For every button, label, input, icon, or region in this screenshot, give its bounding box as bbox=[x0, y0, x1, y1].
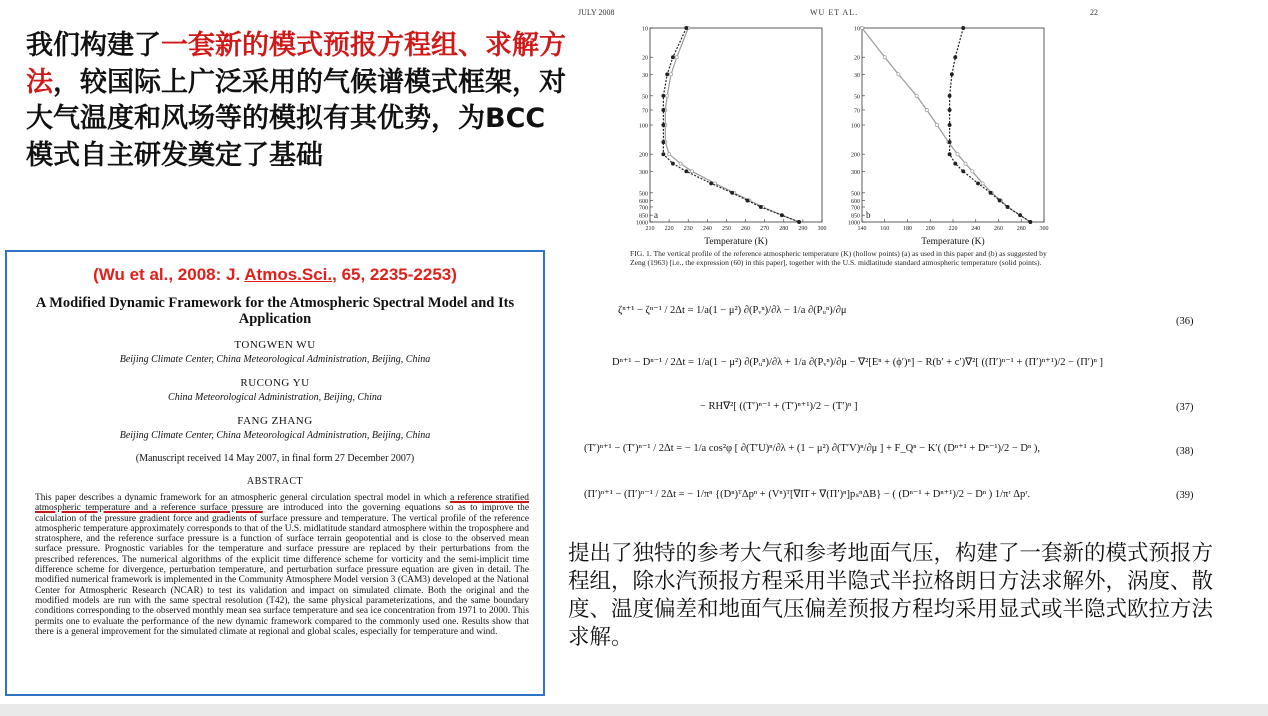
citation-journal: Atmos.Sci. bbox=[244, 265, 333, 284]
header-page-number: 22 bbox=[1090, 8, 1098, 17]
reference-point bbox=[883, 56, 886, 59]
reference-point bbox=[915, 94, 918, 97]
reference-point bbox=[935, 123, 938, 126]
standard-point bbox=[780, 214, 783, 217]
bottom-bar bbox=[0, 704, 1268, 716]
abstract-intro: This paper describes a dynamic framework for an atmospheric general circulation spectral model in which bbox=[35, 493, 447, 503]
y-tick-label: 20 bbox=[854, 55, 860, 62]
citation-suffix: , 65, 2235-2253) bbox=[332, 265, 457, 284]
headline bbox=[26, 28, 566, 174]
standard-point bbox=[954, 56, 957, 59]
abstract-text bbox=[35, 493, 529, 637]
x-tick-label: 300 bbox=[1039, 226, 1049, 232]
x-tick-label: 210 bbox=[645, 226, 655, 232]
equation-39: (Π′)ⁿ⁺¹ − (Π′)ⁿ⁻¹ / 2Δt = − 1/πⁿ {(Dⁿ)ᵀΔpⁿ + (Vⁿ)ᵀ[∇Π̄ + ∇(Π′)ⁿ]pₛⁿΔB} − ( (Dⁿ⁻¹ + Dⁿ⁺¹)/2 − Dⁿ ) 1/πʳ Δpʳ. bbox=[584, 489, 1031, 500]
panel-letter: b bbox=[866, 210, 871, 220]
author-name: TONGWEN WU bbox=[234, 339, 316, 351]
citation-prefix: (Wu et al., 2008: J. bbox=[93, 265, 245, 284]
standard-point bbox=[948, 123, 951, 126]
standard-point bbox=[948, 94, 951, 97]
equation-number: (38) bbox=[1176, 446, 1194, 457]
y-tick-label: 30 bbox=[854, 72, 860, 79]
headline-part1: 我们构建了 bbox=[26, 30, 161, 61]
equation-37: Dⁿ⁺¹ − Dⁿ⁻¹ / 2Δt = 1/a(1 − μ²) ∂(Pᵤⁿ)/∂λ + 1/a ∂(Pᵥⁿ)/∂μ − ∇²[Eⁿ + (ϕ′)ⁿ] − R(b′ + c′)∇²[ ((Π′)ⁿ⁻¹ + (Π′)ⁿ⁺¹)/2 − (Π′)ⁿ ] bbox=[612, 357, 1104, 368]
x-tick-label: 280 bbox=[779, 226, 789, 232]
y-tick-label: 50 bbox=[642, 94, 648, 101]
headline-highlight-2: 求解方法 bbox=[26, 30, 566, 98]
x-axis-label: Temperature (K) bbox=[704, 237, 768, 247]
x-tick-label: 280 bbox=[1016, 226, 1026, 232]
reference-point bbox=[956, 153, 959, 156]
reference-point bbox=[964, 162, 967, 165]
x-tick-label: 230 bbox=[683, 226, 693, 232]
y-tick-label: 10 bbox=[854, 26, 860, 33]
manuscript-dates: (Manuscript received 14 May 2007, in final form 27 December 2007) bbox=[135, 453, 415, 464]
reference-point bbox=[666, 94, 669, 97]
x-tick-label: 260 bbox=[994, 226, 1003, 232]
abstract-rest: are introduced into the governing equations so as to improve the calculation of the pressure gradient force and gradients of surface pressure and temperature. The vertical profile of the reference atmospheric temperature approximately corresponds to that of the U.S. midlatitude standard atmosphere within the troposphere and stratosphere, and the reference surface pressure is a function of surface terrain geopotential and is close to the observed mean surface pressure. Prognostic variables for the temperature and surface pressure are replaced by their perturbations from the prescribed references. The numerical algorithms of the explicit time difference scheme for vorticity and the semi-implicit time difference scheme for divergence, perturbation temperature, and perturbation surface pressure equation are given in detail. The modified numerical framework is implemented in the Community Atmosphere Model version 3 (CAM3) developed at the National Center for Atmospheric Research (NCAR) to test its validation and impact on simulated climate. Both the original and the modified models are run with the same spectral resolution (T42), the same physical parameterizations, and the same boundary conditions corresponding to the observed monthly mean sea surface temperature and sea ice concentration from 1971 to 2000. This permits one to evaluate the performance of the new dynamic framework compared to the commonly used one. Results show that there is a general improvement for the simulated climate at regional and global scales, especially for temperature and wind. bbox=[35, 503, 529, 637]
equation-number: (36) bbox=[1176, 316, 1194, 327]
standard-point bbox=[662, 123, 665, 126]
reference-point bbox=[925, 108, 928, 111]
standard-point bbox=[710, 182, 713, 185]
equation-number: (39) bbox=[1176, 490, 1194, 501]
y-tick-label: 70 bbox=[854, 108, 860, 115]
standard-point bbox=[989, 191, 992, 194]
y-tick-label: 500 bbox=[639, 191, 648, 198]
y-tick-label: 100 bbox=[851, 123, 860, 130]
y-tick-label: 700 bbox=[851, 205, 860, 212]
standard-point bbox=[948, 140, 951, 143]
reference-point bbox=[675, 56, 678, 59]
figure-caption: FIG. 1. The vertical profile of the reference atmospheric temperature (K) (hollow points) (a) as used in this paper and (b) as suggested by Zeng (1963) [i.e., the expression (60) in this paper], together with the U.S. midlatitude standard atmospheric temperature (solid points). bbox=[630, 249, 1047, 267]
plot-frame bbox=[862, 28, 1044, 222]
x-tick-label: 270 bbox=[760, 226, 770, 232]
abstract-heading: ABSTRACT bbox=[246, 476, 304, 487]
standard-point bbox=[746, 199, 749, 202]
x-tick-label: 160 bbox=[880, 226, 890, 232]
y-tick-label: 50 bbox=[854, 94, 860, 101]
standard-point bbox=[671, 56, 674, 59]
y-tick-label: 10 bbox=[642, 26, 648, 33]
equation-number: (37) bbox=[1176, 402, 1194, 413]
summary-text: 提出了独特的参考大气和参考地面气压，构建了一套新的模式预报方程组，除水汽预报方程采用半隐式半拉格朗日方法求解外，涡度、散度、温度偏差和地面气压偏差预报方程均采用显式或半隐式欧拉方法求解。 bbox=[568, 541, 1214, 650]
series-line bbox=[862, 28, 1030, 222]
y-tick-label: 1000 bbox=[636, 220, 648, 227]
header-date: JULY 2008 bbox=[578, 8, 615, 17]
header-authors: WU ET AL. bbox=[810, 8, 859, 17]
y-tick-label: 500 bbox=[851, 191, 860, 198]
y-tick-label: 200 bbox=[639, 152, 648, 159]
author-affiliation: Beijing Climate Center, China Meteorological Administration, Beijing, China bbox=[119, 430, 431, 441]
x-tick-label: 240 bbox=[971, 226, 981, 232]
x-tick-label: 140 bbox=[857, 226, 867, 232]
y-tick-label: 850 bbox=[639, 213, 648, 220]
x-axis-label: Temperature (K) bbox=[921, 237, 985, 247]
equation-38: (T′)ⁿ⁺¹ − (T′)ⁿ⁻¹ / 2Δt = − 1/a cos²φ [ ∂(T′U)ⁿ/∂λ + (1 − μ²) ∂(T′V)ⁿ/∂μ ] + F_Qⁿ − K′( (Dⁿ⁺¹ + Dⁿ⁻¹)/2 − Dⁿ ), bbox=[584, 443, 1041, 454]
citation bbox=[7, 265, 543, 285]
reference-point bbox=[981, 182, 984, 185]
standard-point bbox=[759, 205, 762, 208]
y-tick-label: 200 bbox=[851, 152, 860, 159]
y-tick-label: 600 bbox=[851, 198, 860, 205]
standard-point bbox=[948, 108, 951, 111]
reference-point bbox=[897, 73, 900, 76]
x-tick-label: 200 bbox=[925, 226, 935, 232]
author-affiliation: Beijing Climate Center, China Meteorological Administration, Beijing, China bbox=[119, 354, 431, 365]
panel-letter: a bbox=[654, 210, 658, 220]
y-tick-label: 100 bbox=[639, 123, 648, 130]
y-tick-label: 70 bbox=[642, 108, 648, 115]
y-tick-label: 700 bbox=[639, 205, 648, 212]
standard-point bbox=[962, 26, 965, 29]
headline-rest: ，较国际上广泛采用的气候谱模式框架，对大气温度和风场等的模拟有其优势，为BCC模式自主研发奠定了基础 bbox=[26, 66, 566, 171]
x-tick-label: 220 bbox=[664, 226, 674, 232]
reference-point bbox=[971, 170, 974, 173]
standard-point bbox=[976, 182, 979, 185]
paper-title: A Modified Dynamic Framework for the Atmospheric Spectral Model and Its Application bbox=[35, 295, 515, 327]
abstract-underlined-phrase: a reference stratified atmospheric temperature and a reference surface pressure bbox=[35, 493, 529, 514]
author-name: FANG ZHANG bbox=[237, 415, 313, 427]
equation-36: ζⁿ⁺¹ − ζⁿ⁻¹ / 2Δt = 1/a(1 − μ²) ∂(Pᵥⁿ)/∂λ − 1/a ∂(Pᵤⁿ)/∂μ bbox=[618, 305, 847, 316]
author-affiliation: China Meteorological Administration, Beijing, China bbox=[168, 392, 382, 403]
standard-point bbox=[662, 140, 665, 143]
reference-point bbox=[860, 26, 863, 29]
standard-point bbox=[666, 73, 669, 76]
x-tick-label: 300 bbox=[817, 226, 827, 232]
standard-point bbox=[685, 170, 688, 173]
paper-excerpt-box bbox=[5, 250, 545, 696]
reference-point bbox=[669, 73, 672, 76]
reference-point bbox=[679, 162, 682, 165]
standard-point bbox=[1029, 220, 1032, 223]
standard-point bbox=[671, 162, 674, 165]
reference-point bbox=[668, 153, 671, 156]
standard-point bbox=[948, 153, 951, 156]
y-tick-label: 20 bbox=[642, 55, 648, 62]
journal-page-header bbox=[570, 6, 1105, 20]
standard-point bbox=[797, 220, 800, 223]
standard-point bbox=[1006, 205, 1009, 208]
x-tick-label: 260 bbox=[741, 226, 751, 232]
y-tick-label: 600 bbox=[639, 198, 648, 205]
standard-point bbox=[962, 170, 965, 173]
standard-point bbox=[662, 108, 665, 111]
y-tick-label: 300 bbox=[639, 169, 648, 176]
x-tick-label: 220 bbox=[948, 226, 958, 232]
standard-point bbox=[685, 26, 688, 29]
x-tick-label: 240 bbox=[702, 226, 712, 232]
y-tick-label: 300 bbox=[851, 169, 860, 176]
y-tick-label: 30 bbox=[642, 72, 648, 79]
headline-highlight-1: 一套新的模式预报方程组、 bbox=[161, 30, 485, 61]
standard-point bbox=[998, 199, 1001, 202]
x-tick-label: 250 bbox=[721, 226, 731, 232]
reference-point bbox=[690, 170, 693, 173]
y-tick-label: 1000 bbox=[848, 220, 860, 227]
temperature-profile-panel-a bbox=[628, 22, 828, 250]
standard-point bbox=[954, 162, 957, 165]
standard-point bbox=[731, 191, 734, 194]
author-name: RUCONG YU bbox=[240, 377, 310, 389]
x-tick-label: 290 bbox=[798, 226, 808, 232]
equation-37-continuation: − RH∇²[ ((T′)ⁿ⁻¹ + (T′)ⁿ⁺¹)/2 − (T′)ⁿ ] bbox=[700, 401, 858, 412]
standard-point bbox=[950, 73, 953, 76]
y-tick-label: 850 bbox=[851, 213, 860, 220]
temperature-profile-panel-b bbox=[840, 22, 1050, 250]
standard-point bbox=[662, 153, 665, 156]
standard-point bbox=[662, 94, 665, 97]
x-tick-label: 180 bbox=[903, 226, 912, 232]
standard-point bbox=[1019, 214, 1022, 217]
